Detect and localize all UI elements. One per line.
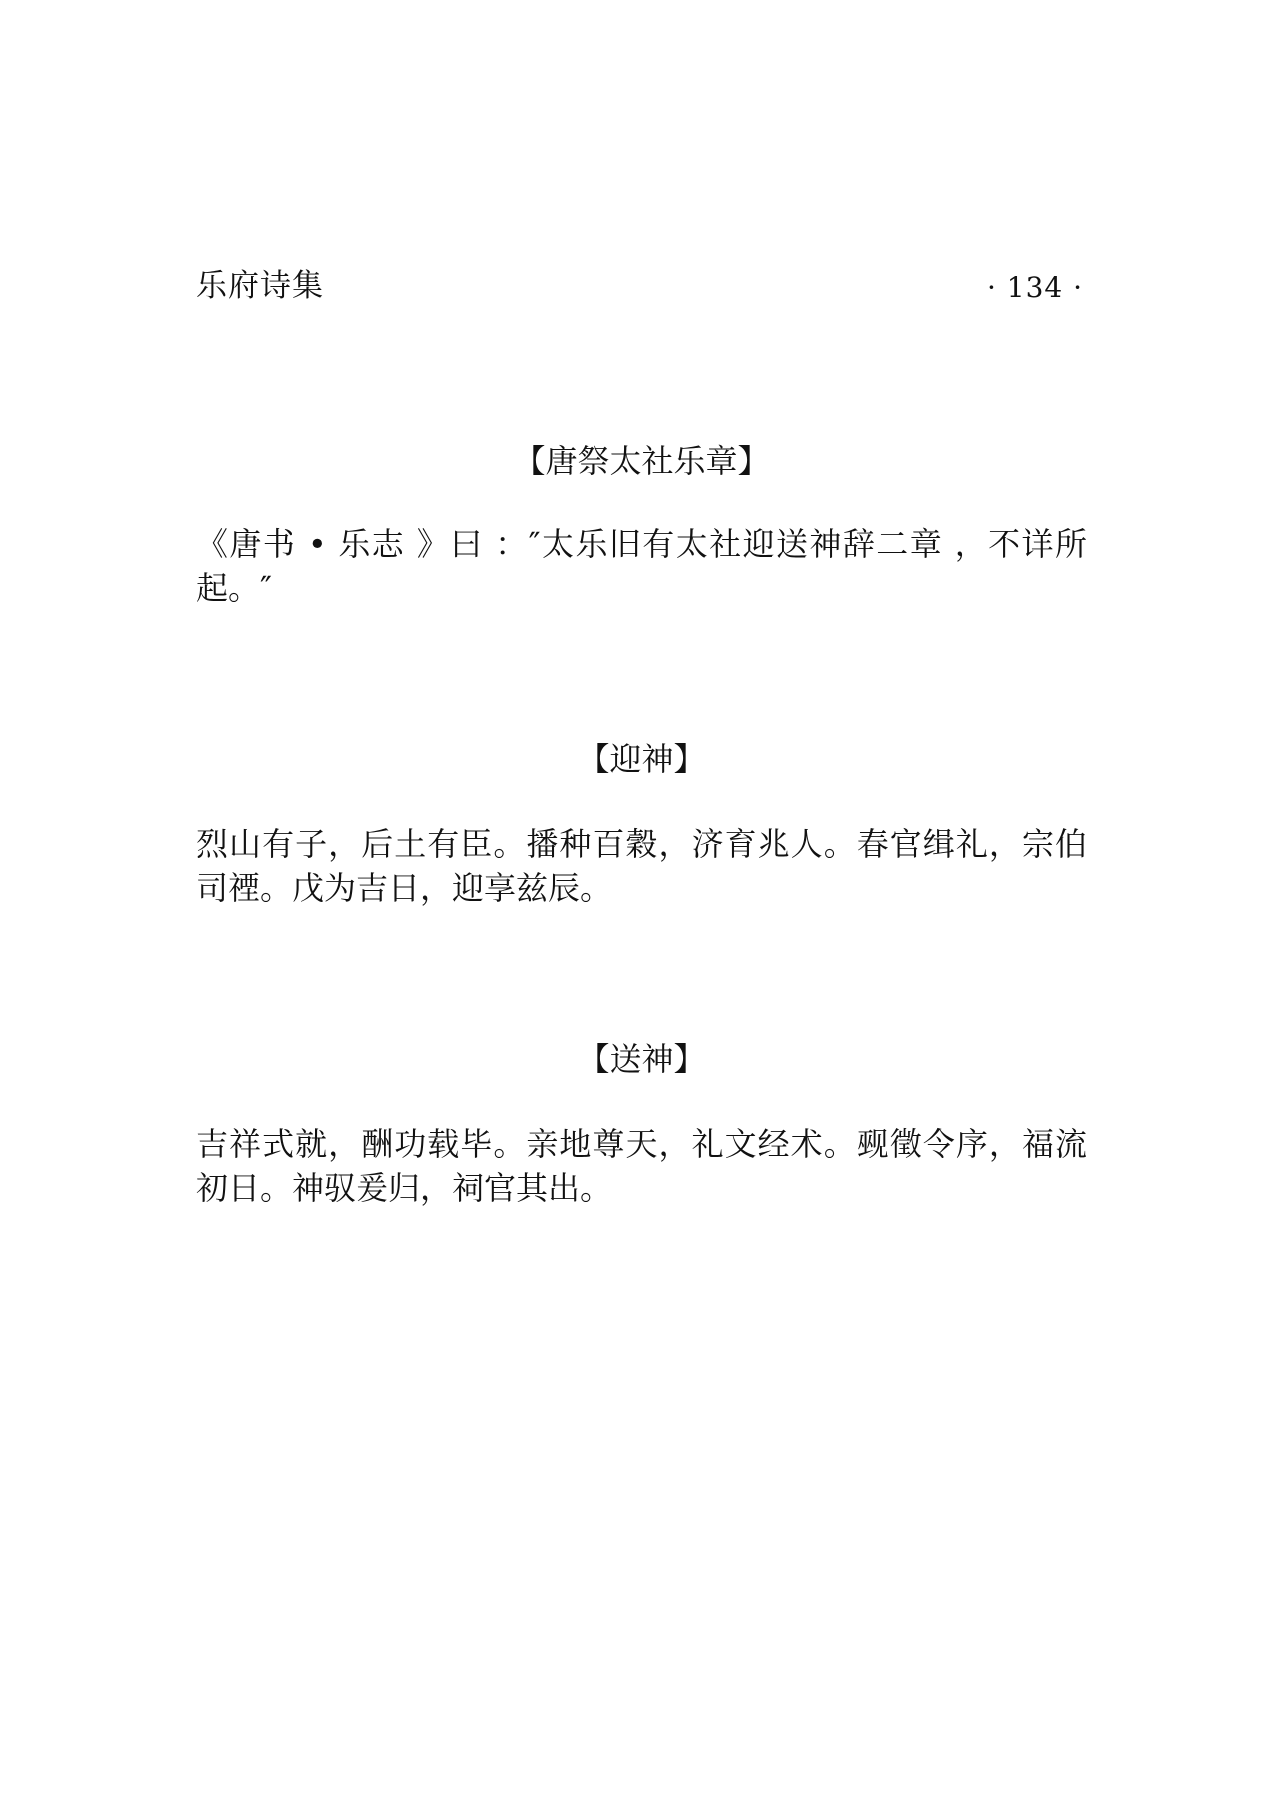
intro-paragraph [196,522,1087,610]
section-title-tang-ji-tai-she: 【唐祭太社乐章】 [513,442,770,480]
section-title-song-shen: 【送神】 [577,1040,706,1078]
running-title: 乐府诗集 [196,268,324,304]
text-line: 司禋。戊为吉日，迎享兹辰。 [196,869,613,907]
text-line: 起。″ [196,569,272,607]
text-line: 烈山有子，后土有臣。播种百穀，济育兆人。春官缉礼，宗伯 [196,825,1087,863]
text-line: 《唐书 • 乐志 》曰 ：″太乐旧有太社迎送神辞二章 ，不详所 [196,525,1087,563]
text-line: 初日。神驭爰归，祠官其出。 [196,1169,613,1207]
ying-shen-poem [196,822,1087,910]
text-line: 吉祥式就，酬功载毕。亲地尊天，礼文经术。觋徵令序，福流 [196,1125,1087,1163]
section-title-ying-shen: 【迎神】 [577,740,706,778]
song-shen-poem [196,1122,1087,1210]
page-number: · 134 · [986,271,1083,304]
